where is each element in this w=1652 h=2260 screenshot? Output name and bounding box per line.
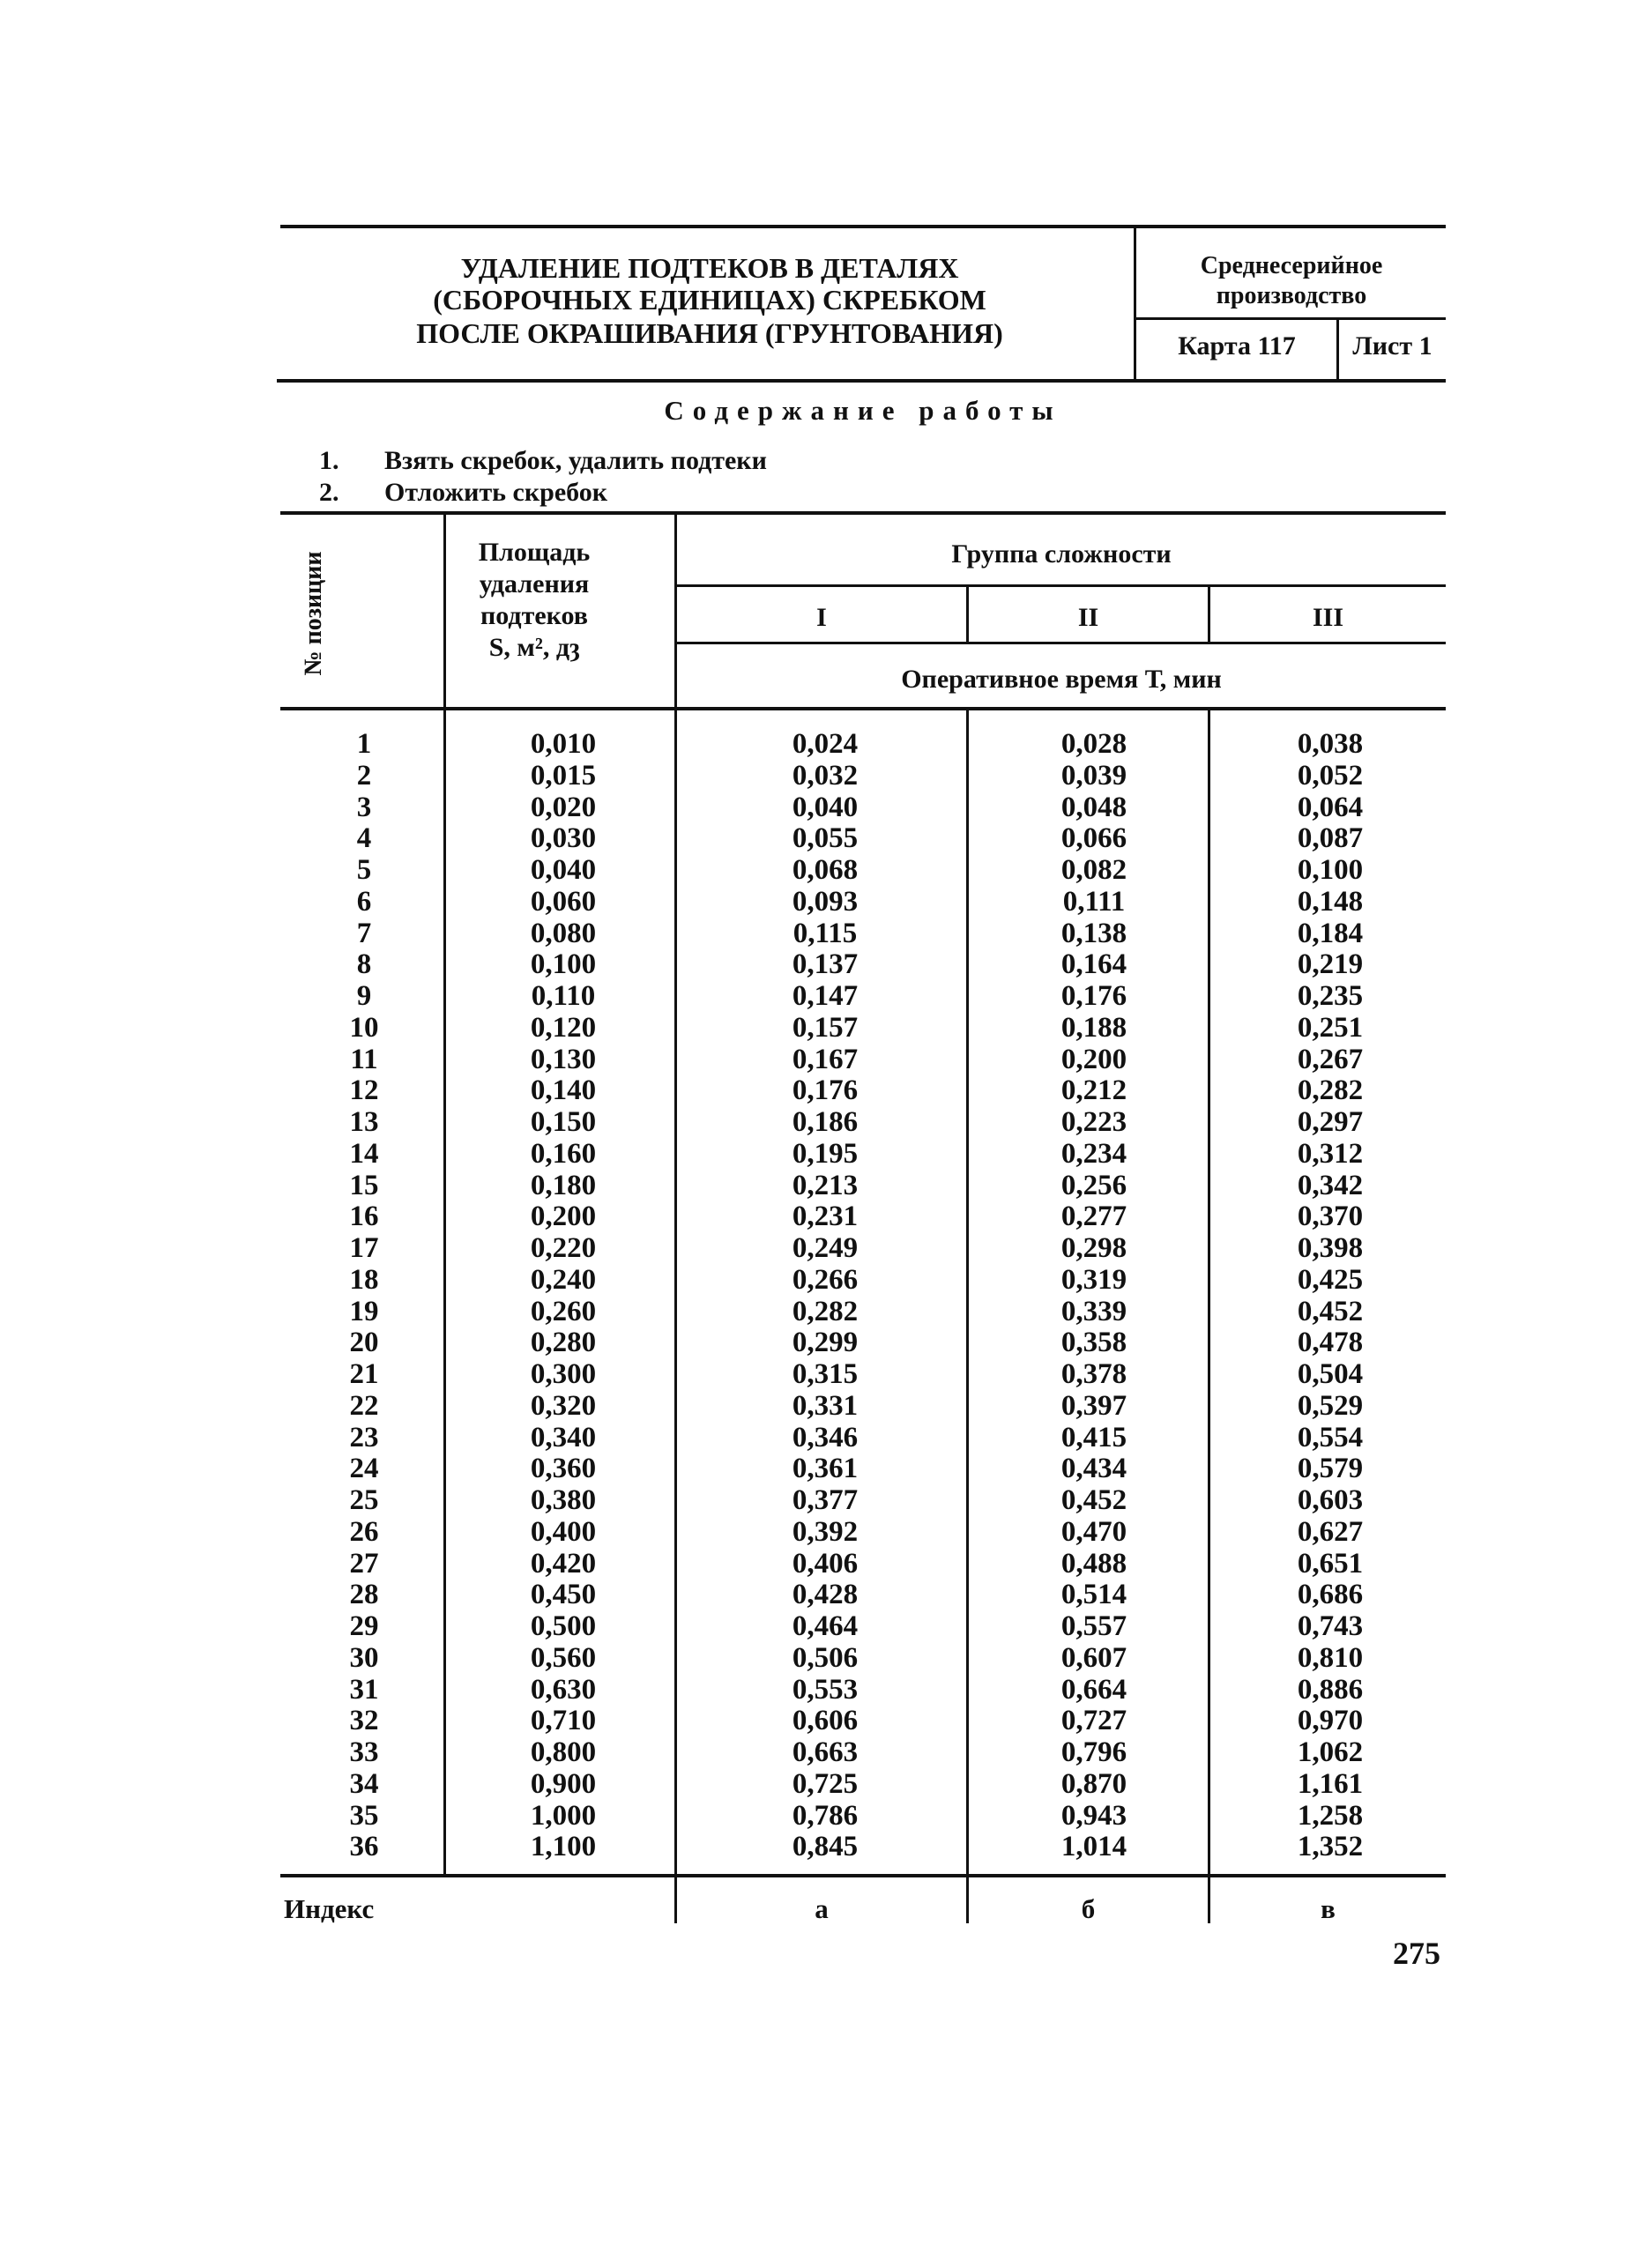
- area-cell: 1,000: [530, 1799, 597, 1832]
- table-row: [280, 1800, 1444, 1832]
- position-cell: 5: [356, 854, 372, 886]
- position-cell: 33: [349, 1736, 379, 1768]
- time-group-3-cell: 0,342: [1297, 1169, 1364, 1201]
- time-group-1-cell: 0,282: [792, 1295, 859, 1327]
- time-group-3-cell: 0,452: [1297, 1295, 1364, 1327]
- area-cell: 0,060: [530, 885, 597, 918]
- table-row: [280, 918, 1444, 949]
- area-cell: 0,340: [530, 1421, 597, 1453]
- area-cell: 0,130: [530, 1043, 597, 1075]
- header-divider: [1134, 225, 1136, 381]
- position-cell: 30: [349, 1641, 379, 1674]
- time-group-1-cell: 0,606: [792, 1705, 859, 1737]
- table-header-bottom-rule: [280, 707, 1446, 710]
- time-group-1-cell: 0,137: [792, 948, 859, 981]
- table-row: [280, 1390, 1444, 1422]
- group-numbers-rule: [677, 642, 1446, 644]
- table-row: [280, 1044, 1444, 1075]
- sheet-number: Лист 1: [1352, 331, 1432, 361]
- position-cell: 17: [349, 1232, 379, 1264]
- position-cell: 12: [349, 1074, 379, 1107]
- position-cell: 20: [349, 1327, 379, 1359]
- position-cell: 31: [349, 1673, 379, 1706]
- time-group-2-cell: 0,319: [1060, 1263, 1127, 1296]
- time-group-2-cell: 0,514: [1060, 1579, 1127, 1611]
- card-number: Карта 117: [1178, 331, 1296, 361]
- table-row: [280, 1736, 1444, 1768]
- index-value-v: в: [1321, 1893, 1336, 1924]
- position-cell: 28: [349, 1579, 379, 1611]
- time-group-1-cell: 0,361: [792, 1453, 859, 1485]
- time-group-1-cell: 0,663: [792, 1736, 859, 1768]
- time-group-3-cell: 0,052: [1297, 759, 1364, 792]
- time-group-1-cell: 0,186: [792, 1106, 859, 1138]
- area-cell: 0,320: [530, 1389, 597, 1422]
- time-group-2-cell: 0,378: [1060, 1358, 1127, 1390]
- time-group-1-cell: 0,032: [792, 759, 859, 792]
- time-group-2-cell: 0,870: [1060, 1767, 1127, 1800]
- header-bottom-rule: [277, 379, 1446, 383]
- time-group-3-cell: 0,087: [1297, 822, 1364, 855]
- time-group-2-cell: 0,943: [1060, 1799, 1127, 1832]
- time-group-2-cell: 0,212: [1060, 1074, 1127, 1107]
- area-cell: 0,420: [530, 1547, 597, 1580]
- table-row: [280, 822, 1444, 854]
- time-group-3-cell: 0,219: [1297, 948, 1364, 981]
- time-group-2-cell: 0,066: [1060, 822, 1127, 855]
- time-group-3-cell: 0,478: [1297, 1327, 1364, 1359]
- table-row: [280, 1138, 1444, 1170]
- position-cell: 11: [350, 1043, 378, 1075]
- time-group-2-cell: 0,188: [1060, 1011, 1127, 1044]
- position-cell: 14: [349, 1137, 379, 1170]
- time-group-3-cell: 0,603: [1297, 1484, 1364, 1516]
- time-group-1-cell: 0,406: [792, 1547, 859, 1580]
- table-row: [280, 1422, 1444, 1453]
- time-group-2-cell: 0,200: [1060, 1043, 1127, 1075]
- document-title-line-3: ПОСЛЕ ОКРАШИВАНИЯ (ГРУНТОВАНИЯ): [416, 317, 1003, 349]
- time-group-1-cell: 0,055: [792, 822, 859, 855]
- position-cell: 2: [356, 759, 372, 792]
- operative-time-header: Оперативное время Т, мин: [901, 665, 1222, 694]
- time-group-1-cell: 0,377: [792, 1484, 859, 1516]
- time-group-2-cell: 1,014: [1060, 1831, 1127, 1863]
- table-row: [280, 1642, 1444, 1674]
- table-row: [280, 1170, 1444, 1201]
- position-cell: 27: [349, 1547, 379, 1580]
- time-group-1-cell: 0,299: [792, 1327, 859, 1359]
- time-group-3-cell: 0,312: [1297, 1137, 1364, 1170]
- time-group-1-cell: 0,464: [792, 1610, 859, 1642]
- time-group-2-cell: 0,138: [1060, 917, 1127, 949]
- time-group-2-cell: 0,277: [1060, 1201, 1127, 1233]
- table-row: [280, 854, 1444, 886]
- area-column-header-line-4: S, м², дȝ: [488, 633, 580, 662]
- position-cell: 4: [356, 822, 372, 855]
- time-group-2-cell: 0,727: [1060, 1705, 1127, 1737]
- time-group-3-cell: 0,100: [1297, 854, 1364, 886]
- time-group-2-cell: 0,028: [1060, 728, 1127, 760]
- position-cell: 32: [349, 1705, 379, 1737]
- position-cell: 16: [349, 1201, 379, 1233]
- position-cell: 8: [356, 948, 372, 981]
- top-rule: [280, 225, 1446, 228]
- area-cell: 0,800: [530, 1736, 597, 1768]
- position-cell: 6: [356, 885, 372, 918]
- table-row: [280, 728, 1444, 760]
- position-cell: 1: [356, 728, 372, 760]
- area-cell: 0,140: [530, 1074, 597, 1107]
- time-group-3-cell: 0,398: [1297, 1232, 1364, 1264]
- index-value-a: а: [815, 1893, 829, 1924]
- time-group-3-cell: 0,810: [1297, 1641, 1364, 1674]
- position-cell: 25: [349, 1484, 379, 1516]
- table-row: [280, 1768, 1444, 1800]
- position-cell: 34: [349, 1767, 379, 1800]
- time-group-3-cell: 0,038: [1297, 728, 1364, 760]
- area-cell: 0,080: [530, 917, 597, 949]
- document-title-line-2: (СБОРОЧНЫХ ЕДИНИЦАХ) СКРЕБКОМ: [433, 284, 986, 316]
- table-row: [280, 1705, 1444, 1736]
- position-cell: 23: [349, 1421, 379, 1453]
- time-group-2-cell: 0,397: [1060, 1389, 1127, 1422]
- position-cell: 15: [349, 1169, 379, 1201]
- area-cell: 0,710: [530, 1705, 597, 1737]
- time-group-1-cell: 0,024: [792, 728, 859, 760]
- work-step-2-number: 2.: [319, 478, 339, 507]
- time-group-1-cell: 0,157: [792, 1011, 859, 1044]
- time-group-3-cell: 0,686: [1297, 1579, 1364, 1611]
- table-row: [280, 1106, 1444, 1138]
- position-cell: 35: [349, 1799, 379, 1832]
- time-group-2-cell: 0,048: [1060, 791, 1127, 823]
- area-column-header-line-1: Площадь: [478, 538, 591, 567]
- time-group-3-cell: 0,267: [1297, 1043, 1364, 1075]
- time-group-3-cell: 0,529: [1297, 1389, 1364, 1422]
- table-row: [280, 1358, 1444, 1390]
- area-cell: 0,900: [530, 1767, 597, 1800]
- position-cell: 21: [349, 1358, 379, 1390]
- table-row: [280, 1516, 1444, 1548]
- table-row: [280, 1074, 1444, 1106]
- table-row: [280, 1610, 1444, 1642]
- time-group-2-cell: 0,298: [1060, 1232, 1127, 1264]
- work-step-1-number: 1.: [319, 446, 339, 475]
- index-value-b: б: [1081, 1893, 1096, 1924]
- time-group-1-cell: 0,725: [792, 1767, 859, 1800]
- time-group-1-cell: 0,068: [792, 854, 859, 886]
- position-cell: 29: [349, 1610, 379, 1642]
- time-group-3-cell: 0,651: [1297, 1547, 1364, 1580]
- production-type-line-2: производство: [1216, 282, 1367, 309]
- position-cell: 22: [349, 1389, 379, 1422]
- area-cell: 0,360: [530, 1453, 597, 1485]
- position-cell: 18: [349, 1263, 379, 1296]
- area-cell: 0,110: [531, 980, 596, 1012]
- position-cell: 13: [349, 1106, 379, 1138]
- time-group-3-cell: 0,970: [1297, 1705, 1364, 1737]
- time-group-3-cell: 1,352: [1297, 1831, 1364, 1863]
- time-group-3-cell: 0,297: [1297, 1106, 1364, 1138]
- area-cell: 0,200: [530, 1201, 597, 1233]
- area-cell: 0,630: [530, 1673, 597, 1706]
- area-cell: 0,150: [530, 1106, 597, 1138]
- time-group-3-cell: 0,886: [1297, 1673, 1364, 1706]
- area-cell: 0,500: [530, 1610, 597, 1642]
- production-type-line-1: Среднесерийное: [1200, 252, 1383, 279]
- table-top-rule: [280, 511, 1446, 515]
- area-cell: 0,120: [530, 1011, 597, 1044]
- time-group-1-cell: 0,040: [792, 791, 859, 823]
- table-row: [280, 948, 1444, 980]
- document-title-line-1: УДАЛЕНИЕ ПОДТЕКОВ В ДЕТАЛЯХ: [460, 252, 959, 284]
- position-cell: 36: [349, 1831, 379, 1863]
- time-group-1-cell: 0,392: [792, 1515, 859, 1548]
- time-group-1-cell: 0,195: [792, 1137, 859, 1170]
- time-group-2-cell: 0,164: [1060, 948, 1127, 981]
- time-group-2-cell: 0,223: [1060, 1106, 1127, 1138]
- time-group-3-cell: 0,425: [1297, 1263, 1364, 1296]
- production-divider: [1135, 317, 1446, 320]
- time-group-2-cell: 0,039: [1060, 759, 1127, 792]
- group-header-rule: [677, 584, 1446, 587]
- area-cell: 0,020: [530, 791, 597, 823]
- time-group-2-cell: 0,607: [1060, 1641, 1127, 1674]
- time-group-2-cell: 0,339: [1060, 1295, 1127, 1327]
- page-number: 275: [1393, 1936, 1440, 1971]
- position-cell: 26: [349, 1515, 379, 1548]
- time-group-3-cell: 1,161: [1297, 1767, 1364, 1800]
- area-column-header-line-3: подтеков: [480, 601, 588, 630]
- time-group-3-cell: 0,235: [1297, 980, 1364, 1012]
- position-cell: 10: [349, 1011, 379, 1044]
- work-content-heading: Содержание работы: [664, 395, 1062, 426]
- area-cell: 0,180: [530, 1169, 597, 1201]
- time-group-3-cell: 0,370: [1297, 1201, 1364, 1233]
- position-cell: 3: [356, 791, 372, 823]
- table-row: [280, 1453, 1444, 1484]
- time-group-2-cell: 0,452: [1060, 1484, 1127, 1516]
- work-step-1-text: Взять скребок, удалить подтеки: [384, 446, 767, 475]
- time-group-3-cell: 0,554: [1297, 1421, 1364, 1453]
- time-group-3-cell: 0,282: [1297, 1074, 1364, 1107]
- group-header-III: III: [1312, 603, 1344, 632]
- position-cell: 24: [349, 1453, 379, 1485]
- table-bottom-rule: [280, 1874, 1446, 1877]
- time-group-1-cell: 0,428: [792, 1579, 859, 1611]
- time-group-1-cell: 0,553: [792, 1673, 859, 1706]
- table-row: [280, 1579, 1444, 1610]
- table-row: [280, 1484, 1444, 1516]
- area-cell: 0,015: [530, 759, 597, 792]
- time-group-3-cell: 1,062: [1297, 1736, 1364, 1768]
- complexity-group-header: Группа сложности: [951, 539, 1172, 569]
- time-group-1-cell: 0,213: [792, 1169, 859, 1201]
- time-group-1-cell: 0,506: [792, 1641, 859, 1674]
- area-cell: 0,100: [530, 948, 597, 981]
- time-group-2-cell: 0,557: [1060, 1610, 1127, 1642]
- table-row: [280, 1201, 1444, 1232]
- time-group-3-cell: 0,064: [1297, 791, 1364, 823]
- table-row: [280, 1264, 1444, 1296]
- time-group-2-cell: 0,256: [1060, 1169, 1127, 1201]
- table-row: [280, 760, 1444, 792]
- area-cell: 0,280: [530, 1327, 597, 1359]
- table-row: [280, 1327, 1444, 1358]
- time-group-2-cell: 0,082: [1060, 854, 1127, 886]
- area-cell: 0,260: [530, 1295, 597, 1327]
- area-cell: 0,010: [530, 728, 597, 760]
- time-group-2-cell: 0,488: [1060, 1547, 1127, 1580]
- group-header-II: II: [1077, 603, 1099, 632]
- time-group-1-cell: 0,231: [792, 1201, 859, 1233]
- time-group-3-cell: 0,743: [1297, 1610, 1364, 1642]
- table-row: [280, 1831, 1444, 1862]
- time-group-3-cell: 0,148: [1297, 885, 1364, 918]
- time-group-1-cell: 0,845: [792, 1831, 859, 1863]
- time-group-3-cell: 0,504: [1297, 1358, 1364, 1390]
- position-cell: 19: [349, 1295, 379, 1327]
- time-group-1-cell: 0,167: [792, 1043, 859, 1075]
- time-group-1-cell: 0,331: [792, 1389, 859, 1422]
- time-group-2-cell: 0,176: [1060, 980, 1127, 1012]
- area-cell: 0,300: [530, 1358, 597, 1390]
- area-cell: 0,240: [530, 1263, 597, 1296]
- index-label: Индекс: [284, 1893, 375, 1924]
- area-cell: 0,040: [530, 854, 597, 886]
- time-group-2-cell: 0,434: [1060, 1453, 1127, 1485]
- work-step-2-text: Отложить скребок: [384, 478, 608, 507]
- time-group-2-cell: 0,111: [1062, 885, 1126, 918]
- area-cell: 0,220: [530, 1232, 597, 1264]
- time-group-2-cell: 0,470: [1060, 1515, 1127, 1548]
- time-group-3-cell: 1,258: [1297, 1799, 1364, 1832]
- table-row: [280, 1232, 1444, 1264]
- time-group-1-cell: 0,176: [792, 1074, 859, 1107]
- time-group-2-cell: 0,796: [1060, 1736, 1127, 1768]
- time-group-2-cell: 0,234: [1060, 1137, 1127, 1170]
- time-group-1-cell: 0,786: [792, 1799, 859, 1832]
- table-row: [280, 1548, 1444, 1580]
- area-column-header-line-2: удаления: [479, 569, 590, 598]
- time-group-2-cell: 0,358: [1060, 1327, 1127, 1359]
- table-row: [280, 886, 1444, 918]
- time-group-1-cell: 0,093: [792, 885, 859, 918]
- time-group-3-cell: 0,184: [1297, 917, 1364, 949]
- time-group-1-cell: 0,115: [793, 917, 858, 949]
- table-row: [280, 980, 1444, 1012]
- position-cell: 7: [356, 917, 372, 949]
- time-group-2-cell: 0,664: [1060, 1673, 1127, 1706]
- area-cell: 0,400: [530, 1515, 597, 1548]
- time-group-1-cell: 0,346: [792, 1421, 859, 1453]
- table-row: [280, 1296, 1444, 1327]
- time-group-1-cell: 0,249: [792, 1232, 859, 1264]
- group-header-I: I: [816, 603, 827, 632]
- table-row: [280, 792, 1444, 823]
- area-cell: 0,030: [530, 822, 597, 855]
- time-group-1-cell: 0,315: [792, 1358, 859, 1390]
- time-group-1-cell: 0,147: [792, 980, 859, 1012]
- time-group-2-cell: 0,415: [1060, 1421, 1127, 1453]
- position-cell: 9: [356, 980, 372, 1012]
- area-cell: 0,160: [530, 1137, 597, 1170]
- table-row: [280, 1012, 1444, 1044]
- area-cell: 0,450: [530, 1579, 597, 1611]
- area-cell: 1,100: [530, 1831, 597, 1863]
- area-cell: 0,560: [530, 1641, 597, 1674]
- position-column-header: № позиции: [300, 551, 327, 676]
- table-row: [280, 1674, 1444, 1706]
- area-cell: 0,380: [530, 1484, 597, 1516]
- time-group-3-cell: 0,627: [1297, 1515, 1364, 1548]
- time-group-3-cell: 0,251: [1297, 1011, 1364, 1044]
- time-group-1-cell: 0,266: [792, 1263, 859, 1296]
- time-group-3-cell: 0,579: [1297, 1453, 1364, 1485]
